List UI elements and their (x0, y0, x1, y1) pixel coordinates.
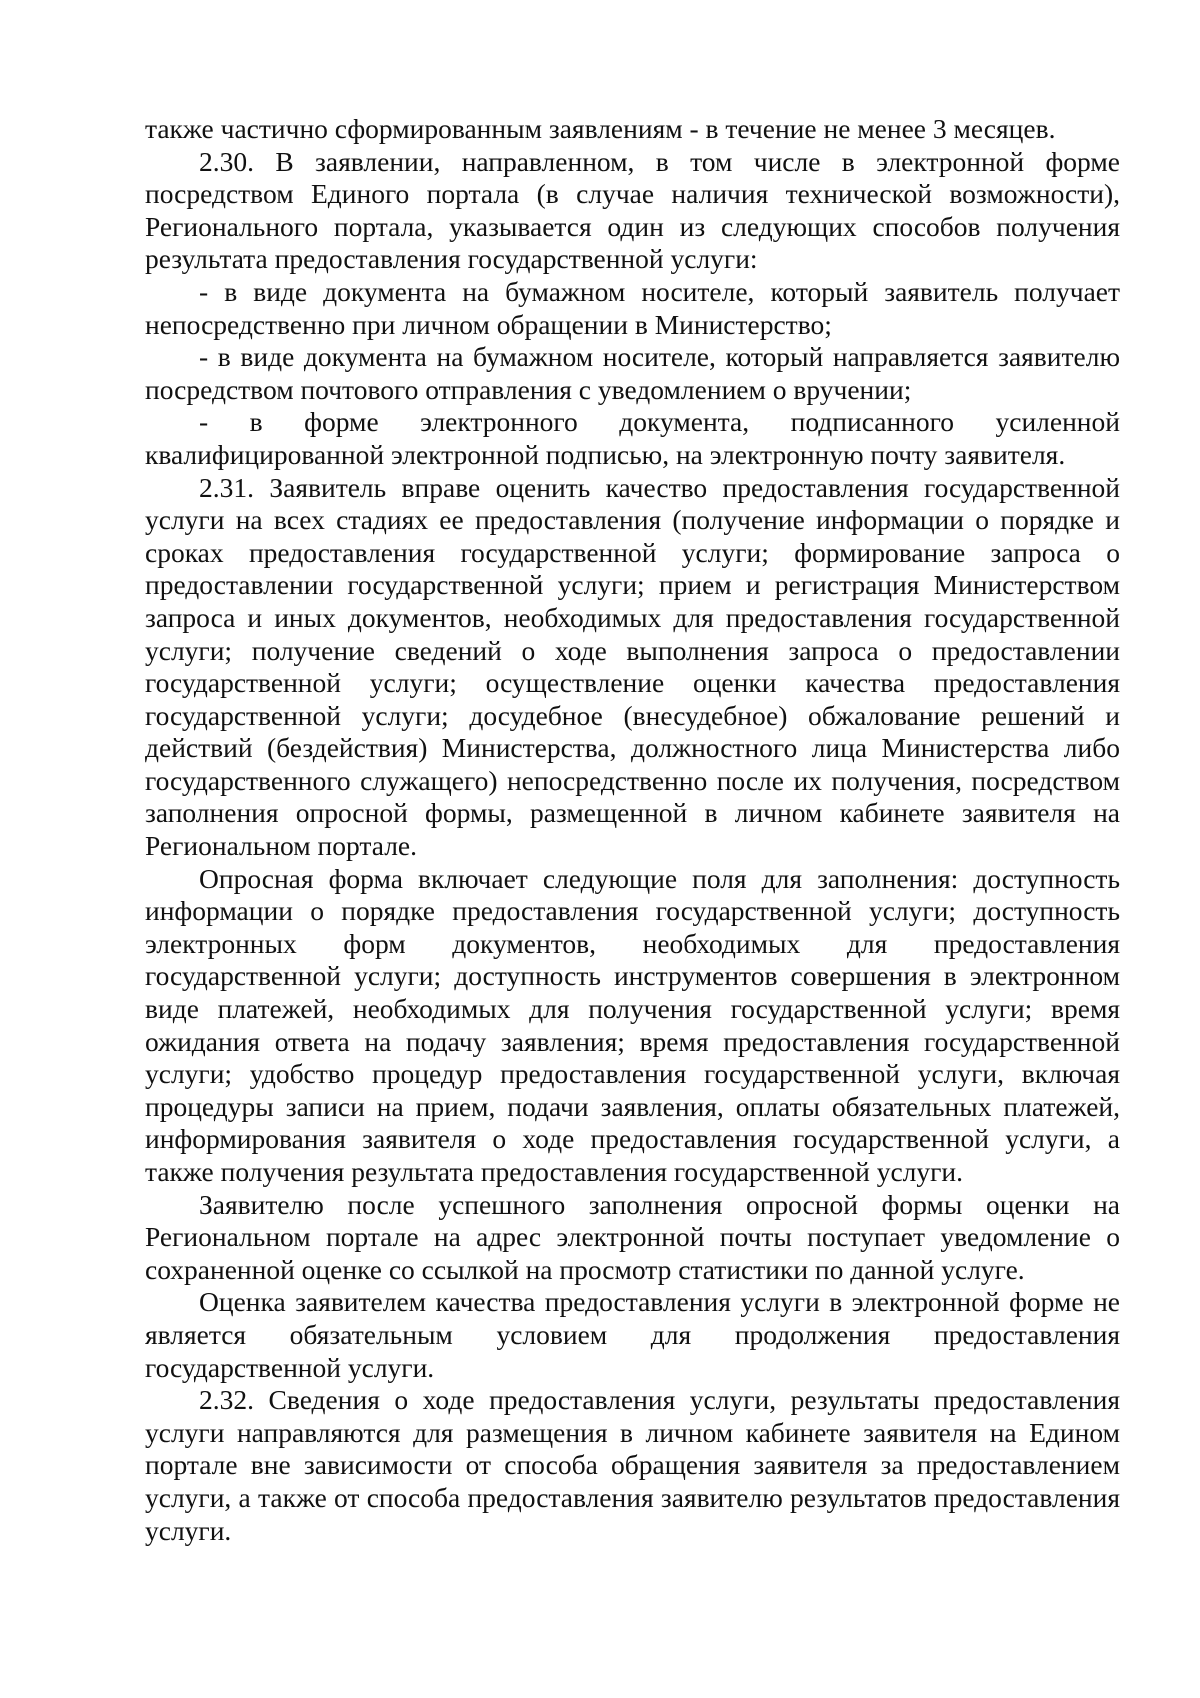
paragraph-optional-rating: Оценка заявителем качества предоставления услуги в электронной форме не является обязательным условием для продолжения предоставления государственной услуги. (145, 1286, 1120, 1383)
paragraph-2-31: 2.31. Заявитель вправе оценить качество предоставления государственной услуги на всех стадиях ее предоставления (получение информации о порядке и сроках предоставления государственной услуги; формирование запроса о предоставлении государственной услуги; прием и регистрация Министерством запроса и иных документов, необходимых для предоставления государственной услуги; получение сведений о ходе выполнения запроса о предоставлении государственной услуги; осуществление оценки качества предоставления государственной услуги; досудебное (внесудебное) обжалование решений и действий (бездействия) Министерства, должностного лица Министерства либо государственного служащего) непосредственно после их получения, посредством заполнения опросной формы, размещенной в личном кабинете заявителя на Региональном портале. (145, 471, 1120, 862)
paragraph-survey-fields: Опросная форма включает следующие поля для заполнения: доступность информации о порядке предоставления государственной услуги; доступность электронных форм документов, необходимых для предоставления государственной услуги; доступность инструментов совершения в электронном виде платежей, необходимых для получения государственной услуги; время ожидания ответа на подачу заявления; время предоставления государственной услуги; удобство процедур предоставления государственной услуги, включая процедуры записи на прием, подачи заявления, оплаты обязательных платежей, информирования заявителя о ходе предоставления государственной услуги, а также получения результата предоставления государственной услуги. (145, 862, 1120, 1187)
paragraph-2-30: 2.30. В заявлении, направленном, в том числе в электронной форме посредством Единого портала (в случае наличия технической возможности), Регионального портала, указывается один из следующих способов получения результата предоставления государственной услуги: (145, 145, 1120, 275)
paragraph-2-32: 2.32. Сведения о ходе предоставления услуги, результаты предоставления услуги направляются для размещения в личном кабинете заявителя на Едином портале вне зависимости от способа обращения заявителя за предоставлением услуги, а также от способа предоставления заявителю результатов предоставления услуги. (145, 1384, 1120, 1546)
paragraph-notification: Заявителю после успешного заполнения опросной формы оценки на Региональном портале на адрес электронной почты поступает уведомление о сохраненной оценке со ссылкой на просмотр статистики по данной услуге. (145, 1188, 1120, 1285)
paragraph-continuation: также частично сформированным заявлениям - в течение не менее 3 месяцев. (145, 113, 1056, 144)
document-page (145, 113, 1120, 1547)
list-item-paper-in-person: - в виде документа на бумажном носителе, который заявитель получает непосредственно при личном обращении в Министерство; (145, 275, 1120, 340)
list-item-electronic-email: - в форме электронного документа, подписанного усиленной квалифицированной электронной подписью, на электронную почту заявителя. (145, 406, 1120, 470)
list-item-paper-by-mail: - в виде документа на бумажном носителе, который направляется заявителю посредством почтового отправления с уведомлением о вручении; (145, 341, 1120, 405)
